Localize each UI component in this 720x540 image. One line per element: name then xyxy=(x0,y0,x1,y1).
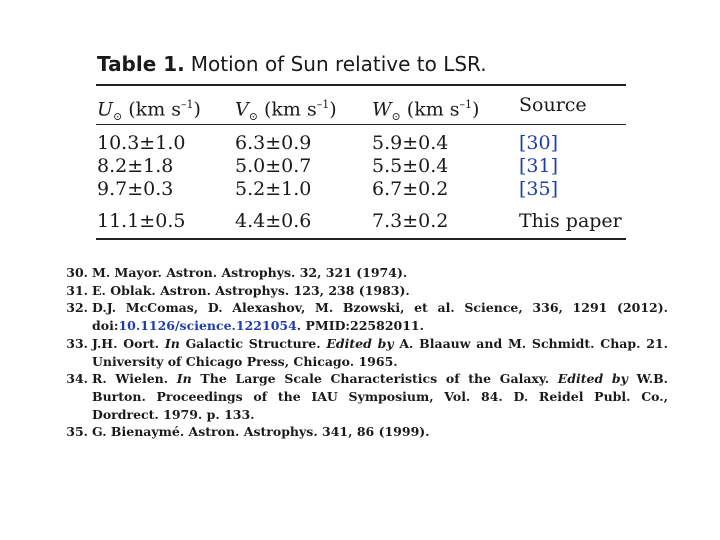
cell-v: 5.0±0.7 xyxy=(235,155,312,177)
reference-text: M. Mayor. Astron. Astrophys. 32, 321 (1974). xyxy=(92,265,408,280)
doi-link[interactable]: 10.1126/science.1221054 xyxy=(118,318,297,334)
cell-source-link[interactable]: [30] xyxy=(519,132,559,154)
reference-text: R. Wielen. In The Large Scale Characteristics of the Galaxy. Edited by W.B. Burton. Proceedings of the IAU Symposium, Vol. 84. D. Reidel Publ. Co., Dordrect. 1979. p. 133. xyxy=(92,371,668,422)
header-u: $U_⊙$ (km $s^{-1}$) xyxy=(97,98,201,124)
header-v: $V_⊙$ (km $s^{-1}$) xyxy=(235,98,337,124)
reference-item xyxy=(58,335,668,370)
cell-u: 9.7±0.3 xyxy=(97,178,174,200)
reference-number: 33. xyxy=(66,335,88,351)
reference-text: J.H. Oort. In Galactic Structure. Edited by A. Blaauw and M. Schmidt. Chap. 21. University of Chicago Press, Chicago. 1965. xyxy=(92,335,668,369)
table-caption: Motion of Sun relative to LSR. xyxy=(190,52,487,76)
cell-u: 10.3±1.0 xyxy=(97,132,186,154)
table-title xyxy=(97,52,487,76)
cell-w: 6.7±0.2 xyxy=(372,178,449,200)
cell-w: 5.9±0.4 xyxy=(372,132,449,154)
table-bottom-rule xyxy=(96,238,626,240)
reference-text: E. Oblak. Astron. Astrophys. 123, 238 (1983). xyxy=(92,282,410,298)
reference-number: 34. xyxy=(66,371,88,387)
reference-item xyxy=(58,299,668,334)
reference-item xyxy=(58,423,668,441)
reference-number: 32. xyxy=(66,300,88,316)
cell-source-link[interactable]: [35] xyxy=(519,178,559,200)
reference-number: 30. xyxy=(66,265,88,280)
table-top-rule xyxy=(96,84,626,86)
reference-text: D.J. McComas, D. Alexashov, M. Bzowski, et al. Science, 336, 1291 (2012). doi:10.1126/science.1221054. PMID:22582011. xyxy=(92,300,668,334)
cell-v: 4.4±0.6 xyxy=(235,210,312,232)
reference-list xyxy=(58,264,668,441)
header-w: $W_⊙$ (km $s^{-1}$) xyxy=(372,98,480,124)
reference-item xyxy=(58,264,668,282)
cell-u: 11.1±0.5 xyxy=(97,210,186,232)
reference-text: G. Bienaymé. Astron. Astrophys. 341, 86 (1999). xyxy=(92,424,430,440)
reference-item xyxy=(58,370,668,423)
cell-source-link[interactable]: [31] xyxy=(519,155,559,177)
cell-w: 7.3±0.2 xyxy=(372,210,449,232)
reference-item xyxy=(58,282,668,300)
cell-w: 5.5±0.4 xyxy=(372,155,449,177)
reference-number: 31. xyxy=(66,282,88,298)
cell-u: 8.2±1.8 xyxy=(97,155,174,177)
table-label: Table 1. xyxy=(97,52,185,76)
cell-v: 5.2±1.0 xyxy=(235,178,312,200)
reference-number: 35. xyxy=(66,424,88,440)
cell-source: This paper xyxy=(519,210,622,232)
table-header-rule xyxy=(96,124,626,125)
cell-v: 6.3±0.9 xyxy=(235,132,312,154)
header-source: Source xyxy=(519,94,587,116)
